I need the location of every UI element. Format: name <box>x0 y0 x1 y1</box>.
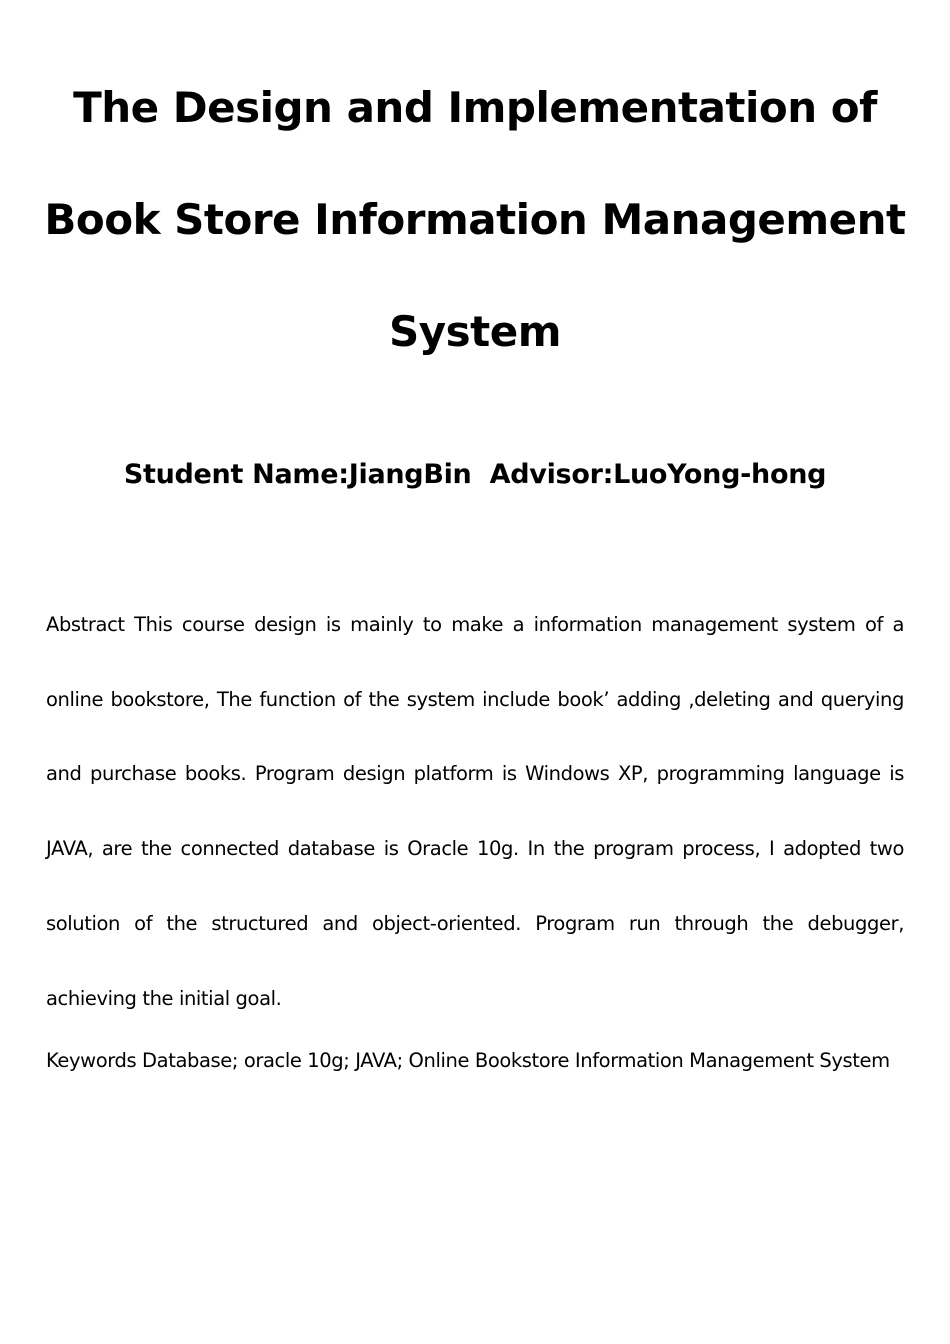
abstract-paragraph: Abstract This course design is mainly to make a information management system of a online bookstore, The function of the system include book’ adding ,deleting and querying and purchase books. Program design platform is Windows XP, programming language is JAVA, are the connected database is Oracle 10g. In the program process, I adopted two solution of the structured and object-oriented. Program run through the debugger, achieving the initial goal. <box>46 613 904 1010</box>
keywords-paragraph: Keywords Database; oracle 10g; JAVA; Online Bookstore Information Management System <box>46 1049 890 1072</box>
title-line-2: Book Store Information Management <box>44 195 906 244</box>
title-line-1: The Design and Implementation of <box>73 83 877 132</box>
title-line-3: System <box>389 307 561 356</box>
author-advisor-line: Student Name:JiangBin Advisor:LuoYong-hong <box>123 459 827 490</box>
paper-title <box>30 52 920 388</box>
